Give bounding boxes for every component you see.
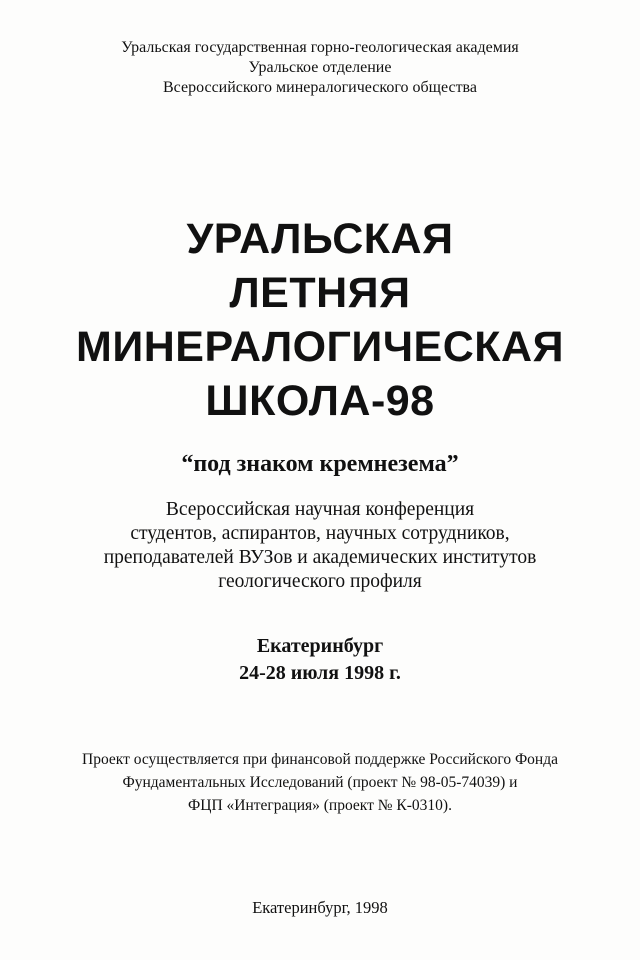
funding-line: ФЦП «Интеграция» (проект № К-0310). — [188, 797, 452, 814]
subtitle-text: “под знаком кремнезема” — [181, 451, 459, 477]
organization-line: Уральское отделение — [248, 59, 392, 76]
conference-line: преподавателей ВУЗов и академических институтов — [103, 547, 537, 568]
funding-line: Проект осуществляется при финансовой поддержке Российского Фонда — [82, 751, 558, 768]
imprint-footer — [0, 898, 640, 918]
conference-line: Всероссийская научная конференция — [165, 499, 475, 520]
city: Екатеринбург — [256, 635, 384, 657]
main-title — [0, 212, 640, 428]
subtitle — [0, 449, 640, 479]
conference-description — [0, 498, 640, 594]
conference-line: геологического профиля — [218, 571, 422, 592]
title-line: ЛЕТНЯЯ — [229, 269, 411, 317]
title-line: УРАЛЬСКАЯ — [186, 215, 454, 263]
funding-line: Фундаментальных Исследований (проект № 98-05-74039) и — [122, 774, 518, 791]
organization-line: Уральская государственная горно-геологическая академия — [121, 39, 519, 56]
conference-line: студентов, аспирантов, научных сотрудников, — [130, 523, 510, 544]
organization-line: Всероссийского минералогического общества — [163, 79, 477, 96]
location-dates — [0, 633, 640, 687]
imprint-text: Екатеринбург, 1998 — [252, 898, 388, 917]
dates: 24-28 июля 1998 г. — [239, 662, 401, 684]
title-line: МИНЕРАЛОГИЧЕСКАЯ — [76, 323, 564, 371]
organization-header — [0, 38, 640, 98]
title-line: ШКОЛА-98 — [205, 377, 435, 425]
funding-note — [0, 748, 640, 817]
